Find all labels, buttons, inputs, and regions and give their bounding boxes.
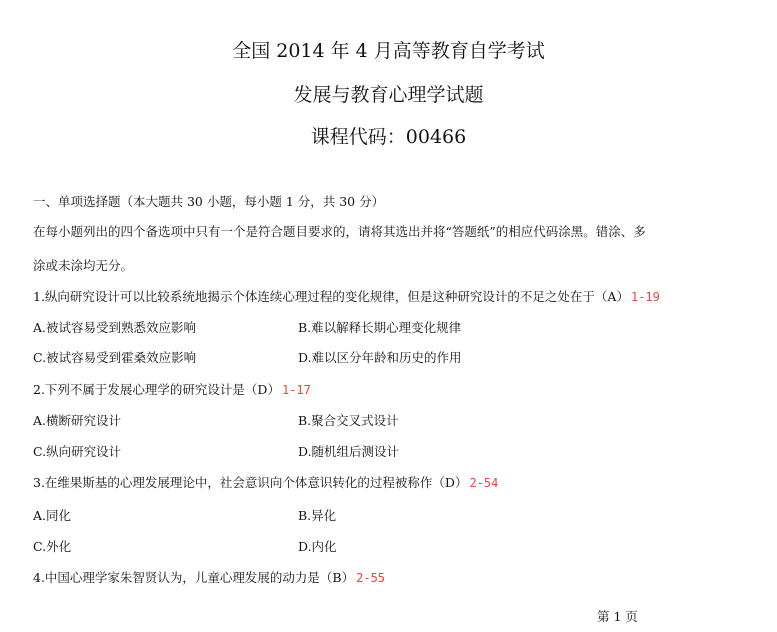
option-b: B.聚合交叉式设计 — [298, 413, 399, 428]
reference-code: 2-54 — [469, 476, 499, 490]
question-stem — [33, 380, 311, 398]
option-c: C.纵向研究设计 — [33, 444, 122, 459]
option-d: D.难以区分年龄和历史的作用 — [298, 350, 462, 365]
question-text: 4.中国心理学家朱智贤认为，儿童心理发展的动力是（B） — [33, 570, 355, 585]
option-d: D.内化 — [298, 539, 337, 554]
option-c: C.被试容易受到霍桑效应影响 — [33, 350, 197, 365]
course-code: 课程代码：00466 — [310, 126, 467, 148]
instruction-line-1: 在每小题列出的四个备选项中只有一个是符合题目要求的，请将其选出并将“答题纸”的相应代码涂黑。错涂、多 — [33, 224, 646, 239]
question-text: 3.在维果斯基的心理发展理论中，社会意识向个体意识转化的过程被称作（D） — [33, 475, 468, 490]
question-stem — [33, 287, 660, 305]
option-b: B.异化 — [298, 508, 337, 523]
page-number: 第 1 页 — [597, 609, 638, 624]
option-d: D.随机组后测设计 — [298, 444, 400, 459]
subject-title: 发展与教育心理学试题 — [293, 84, 484, 106]
option-a: A.横断研究设计 — [33, 413, 122, 428]
option-c: C.外化 — [33, 539, 72, 554]
reference-code: 2-55 — [356, 571, 386, 585]
section-heading: 一、单项选择题（本大题共 30 小题，每小题 1 分，共 30 分） — [33, 194, 385, 209]
question-text: 2.下列不属于发展心理学的研究设计是（D） — [33, 382, 280, 397]
option-a: A.被试容易受到熟悉效应影响 — [33, 320, 197, 335]
question-stem — [33, 568, 385, 586]
question-stem — [33, 473, 498, 491]
reference-code: 1-17 — [281, 383, 311, 397]
option-a: A.同化 — [33, 508, 72, 523]
option-b: B.难以解释长期心理变化规律 — [298, 320, 462, 335]
reference-code: 1-19 — [630, 290, 660, 304]
instruction-line-2: 涂或未涂均无分。 — [33, 258, 134, 273]
question-text: 1.纵向研究设计可以比较系统地揭示个体连续心理过程的变化规律，但是这种研究设计的不足之处在于（A） — [33, 289, 629, 304]
exam-title: 全国 2014 年 4 月高等教育自学考试 — [232, 40, 545, 62]
